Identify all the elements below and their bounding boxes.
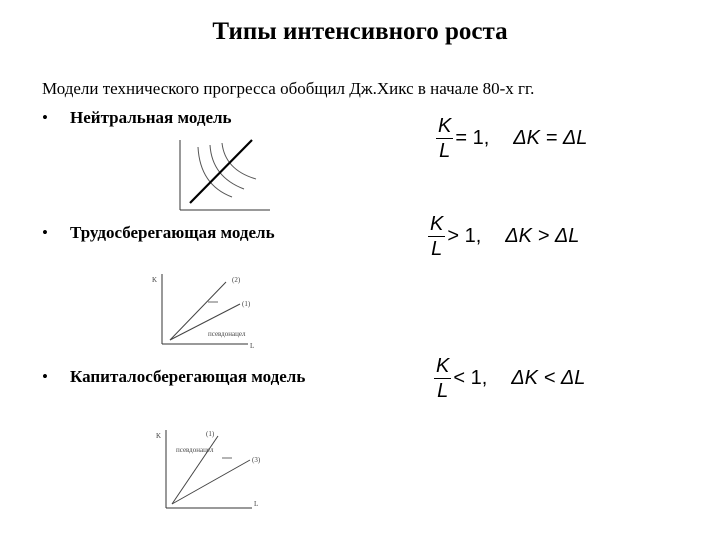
isoquant-curve	[222, 143, 256, 179]
line-1-label: (1)	[206, 430, 215, 438]
neutral-model-formula: $\frac{K}{L}$ = 1, ΔK = ΔL	[438, 115, 588, 162]
y-axis-label: K	[152, 276, 158, 284]
intro-text: Модели технического прогресса обобщил Дж.Хикс в начале 80-х гг.	[42, 79, 535, 98]
x-axis-label: L	[250, 342, 255, 350]
k-over-l-fraction: $\frac{K}{L}$	[430, 213, 444, 260]
line-3-label: (3)	[252, 456, 261, 464]
line-1-label: (1)	[242, 300, 251, 308]
expansion-path-line	[190, 140, 252, 203]
line-2-label: (2)	[232, 276, 241, 284]
bullet-label: Капиталосберегающая модель	[70, 367, 306, 386]
y-axis-label: K	[156, 432, 162, 440]
labor-saving-model-formula: $\frac{K}{L}$ > 1, ΔK > ΔL	[430, 213, 580, 260]
page-title: Типы интенсивного роста	[212, 18, 508, 45]
bullet-neutral-model	[42, 108, 232, 128]
k-over-l-fraction: $\frac{K}{L}$	[436, 355, 450, 402]
labor-saving-model-graph	[148, 268, 266, 352]
isoquant-curve	[210, 145, 244, 189]
bullet-marker: •	[42, 223, 48, 242]
bullet-marker: •	[42, 108, 48, 127]
bullet-label: Трудосберегающая модель	[70, 223, 275, 242]
capital-saving-model-graph	[152, 424, 270, 516]
x-axis-label: L	[254, 500, 259, 508]
graph-caption: псевдонацел	[176, 446, 214, 454]
neutral-model-graph	[170, 135, 280, 215]
line-3	[172, 460, 250, 504]
bullet-labor-saving-model	[42, 223, 275, 243]
bullet-marker: •	[42, 367, 48, 386]
bullet-label: Нейтральная модель	[70, 108, 232, 127]
graph-caption: псевдонацел	[208, 330, 246, 338]
capital-saving-model-formula: $\frac{K}{L}$ < 1, ΔK < ΔL	[436, 355, 586, 402]
bullet-capital-saving-model	[42, 367, 305, 387]
k-over-l-fraction: $\frac{K}{L}$	[438, 115, 452, 162]
